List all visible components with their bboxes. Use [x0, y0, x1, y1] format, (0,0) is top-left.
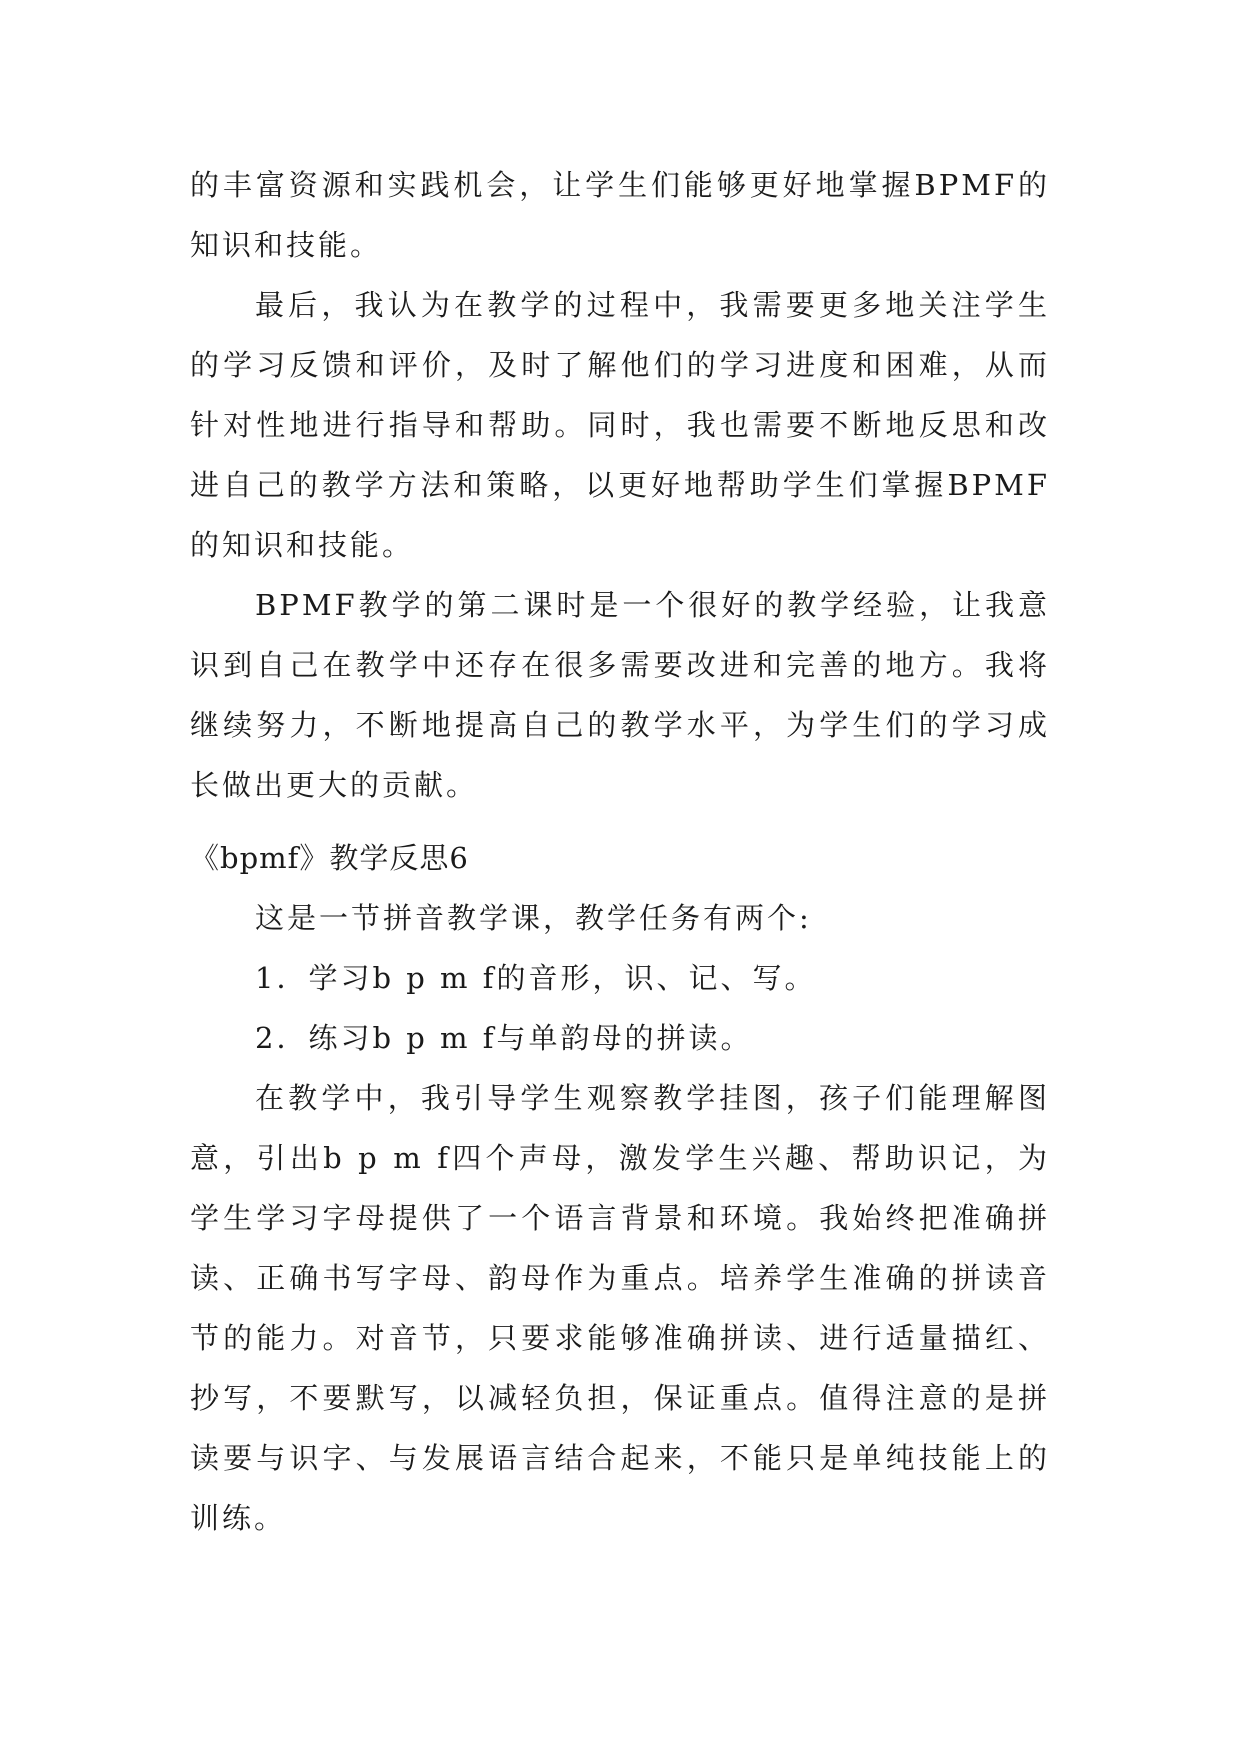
task-item-1: 1．学习b p m f的音形，识、记、写。 [255, 961, 817, 995]
paragraph-last-reflection: 最后，我认为在教学的过程中，我需要更多地关注学生的学习反馈和评价，及时了解他们的学习进度和困难，从而针对性地进行指导和帮助。同时，我也需要不断地反思和改进自己的教学方法和策略，以更好地帮助学生们掌握BPMF的知识和技能。 [190, 288, 1050, 562]
paragraph-continued: 的丰富资源和实践机会，让学生们能够更好地掌握BPMF的知识和技能。 [190, 168, 1050, 262]
intro-line: 这是一节拼音教学课，教学任务有两个: [255, 901, 812, 935]
section-b [190, 828, 1050, 1548]
section-title: 《bpmf》教学反思6 [190, 841, 469, 875]
paragraph-conclusion: BPMF教学的第二课时是一个很好的教学经验，让我意识到自己在教学中还存在很多需要改进和完善的地方。我将继续努力，不断地提高自己的教学水平，为学生们的学习成长做出更大的贡献。 [190, 588, 1050, 802]
task-item-2: 2．练习b p m f与单韵母的拼读。 [255, 1021, 753, 1055]
paragraph-teaching: 在教学中，我引导学生观察教学挂图，孩子们能理解图意，引出b p m f四个声母，激发学生兴趣、帮助识记，为学生学习字母提供了一个语言背景和环境。我始终把准确拼读、正确书写字母、韵母作为重点。培养学生准确的拼读音节的能力。对音节，只要求能够准确拼读、进行适量描红、抄写，不要默写，以减轻负担，保证重点。值得注意的是拼读要与识字、与发展语言结合起来，不能只是单纯技能上的训练。 [190, 1081, 1050, 1535]
section-a [190, 155, 1050, 815]
